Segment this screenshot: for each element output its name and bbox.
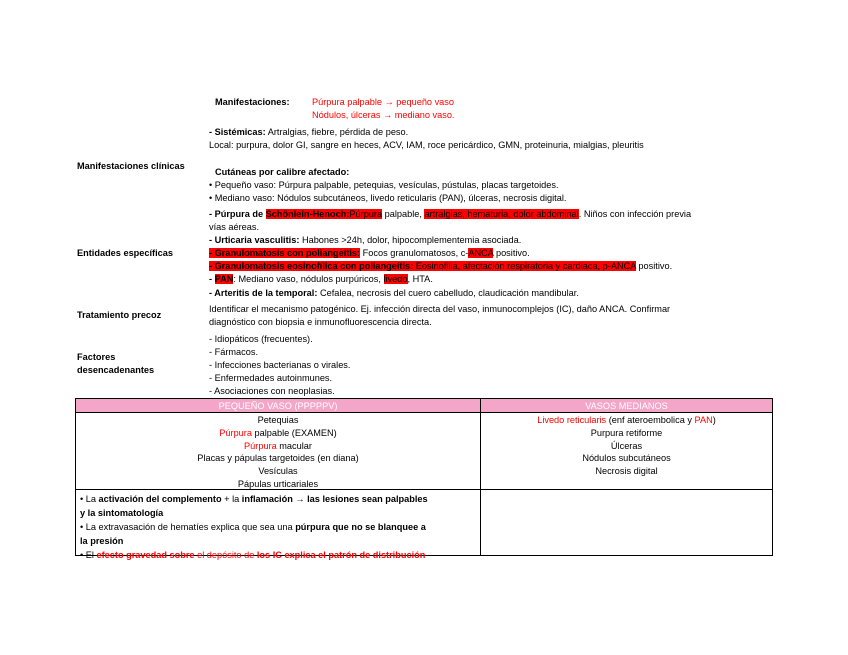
schonlein-purpura: Púrpura	[349, 209, 383, 219]
livedo-close: )	[712, 415, 716, 425]
list-item: Purpura retiforme	[590, 427, 663, 438]
granulomatosis-label: - Granulomatosis con poliangeítis:	[209, 248, 361, 258]
granulomatosis-anca: ANCA	[468, 248, 494, 258]
factor-item: - Asociaciones con neoplasias.	[209, 386, 335, 396]
list-item: Placas y pápulas targetoides (en diana)	[197, 453, 359, 464]
granulomatosis-rest: positivo.	[493, 248, 530, 258]
factor-item: - Fármacos.	[209, 347, 259, 357]
pan-text: : Mediano vaso, nódulos purpúricos,	[233, 274, 384, 284]
arteritis-text: Cefalea, necrosis del cuero cabelludo, claudicación mandibular.	[317, 288, 579, 298]
note-text: • La	[80, 494, 99, 504]
local-line: Local: purpura, dolor GI, sangre en heces, ACV, IAM, roce pericárdico, GMN, proteinuria, mialgias, pleuritis	[209, 140, 644, 150]
pan-rest: , HTA.	[407, 274, 433, 284]
urticaria-label: - Urticaria vasculitis:	[209, 235, 300, 245]
purpura-macular-red: Púrpura	[244, 440, 277, 451]
pan-prefix: -	[209, 274, 215, 284]
schonlein-line2: vías aéreas.	[209, 222, 260, 232]
list-item: Pápulas urticariales	[237, 478, 319, 489]
table-header-vasos-medianos: VASOS MEDIANOS	[480, 398, 773, 413]
pan-livedo: livedo	[383, 274, 408, 284]
cutaneas-label: Cutáneas por calibre afectado:	[215, 167, 350, 177]
cutaneas-pequeno: • Pequeño vaso: Púrpura palpable, petequias, vesículas, pústulas, placas targetoides.	[209, 180, 559, 190]
note-red: el depósito de	[194, 550, 257, 560]
list-item: Vesículas	[258, 466, 298, 477]
livedo-red: Livedo reticularis	[537, 415, 607, 425]
entidad-pan	[209, 273, 433, 285]
manifestaciones-line1: Púrpura palpable → pequeño vaso	[312, 97, 454, 107]
note-item	[76, 548, 480, 562]
list-item: Úlceras	[610, 440, 643, 451]
entidad-urticaria	[209, 234, 521, 246]
tratamiento-line1: Identificar el mecanismo patogénico. Ej. infección directa del vaso, inmunocomplejos (IC), daño ANCA. Confirmar	[209, 304, 671, 314]
egpa-rest: positivo.	[635, 261, 673, 271]
cutaneas-mediano: • Mediano vaso: Nódulos subcutáneos, livedo reticularis (PAN), úlceras, necrosis digital.	[209, 193, 567, 203]
note-text: • El	[80, 550, 97, 560]
note-bold-red: efecto gravedad sobre	[96, 550, 195, 560]
pequeno-vaso-list	[75, 412, 481, 490]
schonlein-mid: palpable,	[382, 209, 425, 219]
granulomatosis-text: Focos granulomatosos, c-	[360, 248, 469, 258]
egpa-text: Eosinofilia, afectación respiratoria y cardiaca, p-ANCA	[413, 261, 636, 271]
factor-item: - Infecciones bacterianas o virales.	[209, 360, 351, 370]
sistemicas-line	[209, 126, 408, 138]
schonlein-rest: . Niños con infección previa	[578, 209, 692, 219]
list-item: Nódulos subcutáneos	[582, 453, 671, 464]
tratamiento-line2: diagnóstico con biopsia e inmunofluorescencia directa.	[209, 317, 432, 327]
note-text: + la	[221, 494, 242, 504]
livedo-text: (enf ateroembolica y	[606, 415, 695, 425]
factor-item: - Enfermedades autoinmunes.	[209, 373, 333, 383]
entidad-arteritis	[209, 287, 579, 299]
sistemicas-text: Artralgias, fiebre, pérdida de peso.	[265, 127, 409, 137]
urticaria-text: Habones >24h, dolor, hipocomplementemia asociada.	[299, 235, 522, 245]
list-item: Petequias	[257, 415, 299, 425]
section-factores-2: desencadenantes	[77, 365, 155, 375]
schonlein-name: Schönlein-Henoch:	[265, 209, 350, 219]
entidad-egpa	[209, 260, 672, 272]
table-header-pequeno-vaso: PEQUEÑO VASO (PPPPPV)	[75, 398, 481, 413]
list-item: Necrosis digital	[595, 466, 658, 477]
section-entidades: Entidades específicas	[77, 248, 174, 258]
pan-name: PAN	[214, 274, 234, 284]
vasos-medianos-notes-empty	[480, 489, 773, 556]
note-bold: púrpura que no se blanquee a	[295, 522, 426, 532]
note-item: la presión	[80, 536, 124, 546]
entidad-schonlein	[209, 208, 691, 220]
section-factores-1: Factores	[77, 352, 116, 362]
note-item: y la sintomatología	[80, 508, 164, 518]
note-bold: activación del complemento	[98, 494, 222, 504]
factor-item: - Idiopáticos (frecuentes).	[209, 334, 313, 344]
egpa-label: - Granulomatosis eosinofílica con poliangeítis:	[209, 261, 414, 271]
section-manifestaciones-clinicas: Manifestaciones clínicas	[77, 161, 185, 171]
note-text: • La extravasación de hematíes explica que sea una	[80, 522, 296, 532]
purpura-macular-text: macular	[276, 440, 312, 451]
note-bold-red: los IC explica el patrón de distribución	[256, 550, 426, 560]
note-bold: inflamación → las lesiones sean palpables	[241, 494, 428, 504]
note-item	[76, 520, 480, 534]
vessel-table	[75, 398, 773, 558]
purpura-palpable-text: palpable (EXAMEN)	[251, 427, 337, 438]
purpura-palpable-red: Púrpura	[219, 427, 252, 438]
pequeno-vaso-notes	[75, 489, 481, 560]
schonlein-sintomas: artralgias, hematuria, dolor abdominal	[424, 209, 579, 219]
manifestaciones-line2: Nódulos, úlceras → mediano vaso.	[312, 110, 455, 120]
list-item	[481, 414, 772, 427]
sistemicas-label: - Sistémicas:	[209, 127, 266, 137]
list-item	[76, 427, 480, 440]
list-item	[76, 440, 480, 453]
vasos-medianos-list	[480, 412, 773, 490]
schonlein-prefix: - Púrpura de	[209, 209, 266, 219]
section-tratamiento: Tratamiento precoz	[77, 310, 162, 320]
note-item	[76, 492, 480, 506]
manifestaciones-label: Manifestaciones:	[215, 97, 290, 107]
entidad-granulomatosis	[209, 247, 530, 259]
arteritis-label: - Arteritis de la temporal:	[209, 288, 318, 298]
livedo-pan: PAN	[694, 415, 713, 425]
